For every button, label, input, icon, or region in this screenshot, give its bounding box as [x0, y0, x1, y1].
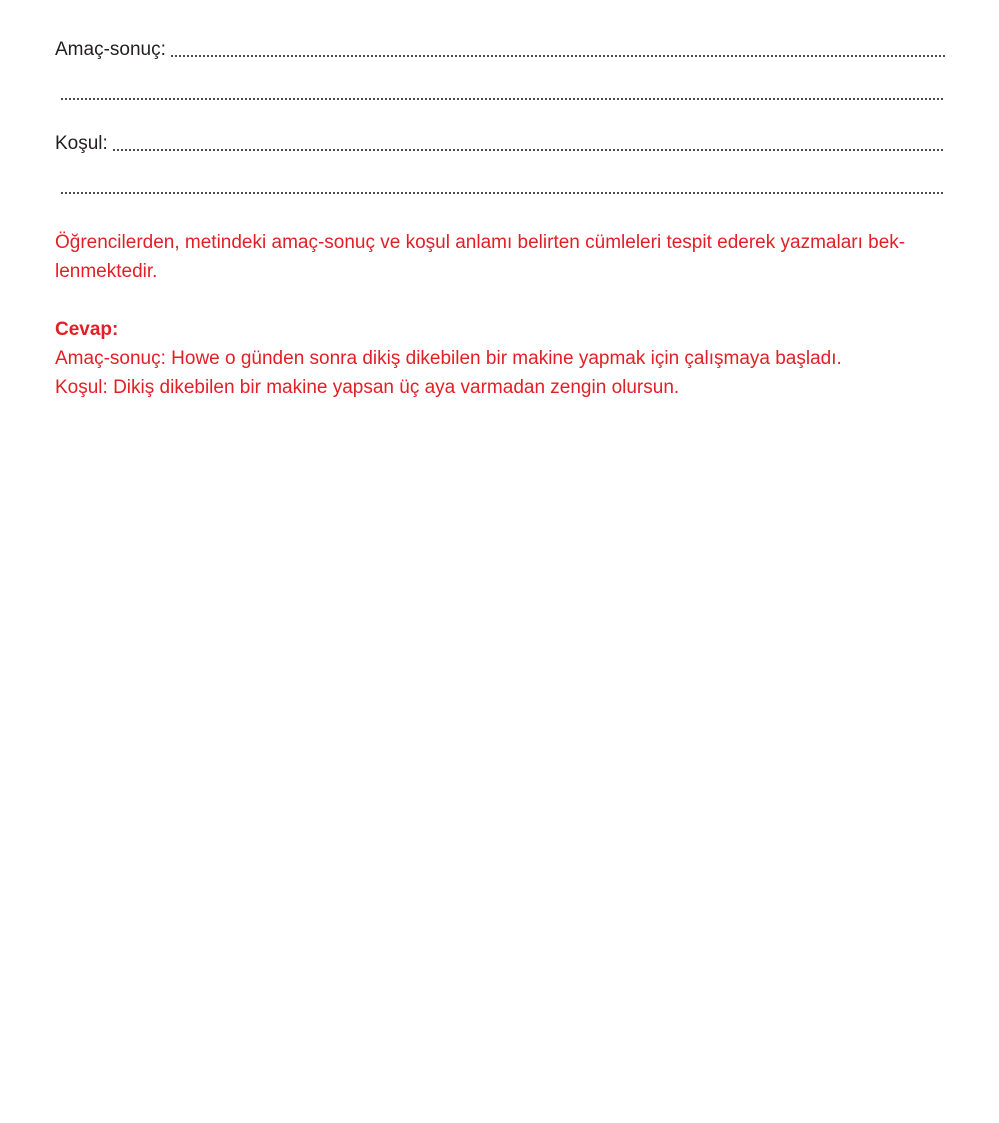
- answer-line-kosul: Koşul: Dikiş dikebilen bir makine yapsan üç aya varmadan zengin olursun.: [55, 377, 680, 398]
- amac-sonuc-label: Amaç-sonuç:: [55, 39, 166, 60]
- amac-sonuc-continuation-line[interactable]: [60, 80, 945, 104]
- kosul-fill-line[interactable]: [55, 131, 945, 155]
- answer-line-amac-sonuc: Amaç-sonuç: Howe o günden sonra dikiş dikebilen bir makine yapmak için çalışmaya başladı.: [55, 348, 842, 369]
- dotted-answer-line: [60, 192, 945, 194]
- teacher-instruction: Öğrencilerden, metindeki amaç-sonuç ve koşul anlamı belirten cümleleri tespit ederek yazmaları bek- lenmektedir.: [55, 232, 906, 282]
- dotted-answer-line: [170, 55, 945, 57]
- kosul-continuation-line[interactable]: [60, 174, 945, 198]
- dotted-answer-line: [60, 98, 945, 100]
- answer-title: Cevap:: [55, 319, 119, 340]
- dotted-answer-line: [112, 149, 945, 151]
- kosul-label: Koşul:: [55, 133, 108, 154]
- amac-sonuc-fill-line[interactable]: [55, 37, 945, 61]
- answer-key: [55, 315, 965, 402]
